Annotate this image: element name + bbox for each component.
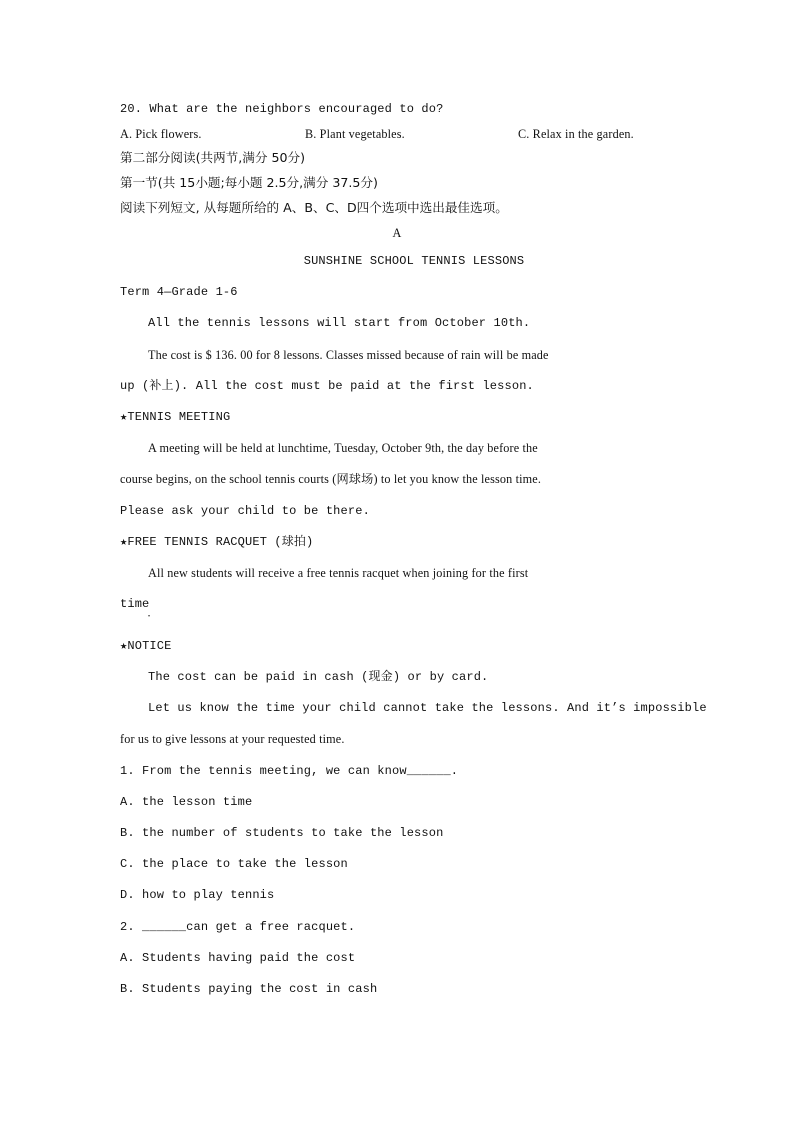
stray-dot: · — [147, 609, 152, 623]
tennis-meeting-line-2: course begins, on the school tennis courts (网球场) to let you know the lesson time. — [120, 472, 542, 486]
free-racquet-line-1: All new students will receive a free tennis racquet when joining for the first — [148, 566, 529, 580]
notice-line-3: for us to give lessons at your requested time. — [120, 732, 345, 746]
notice-line-1: The cost can be paid in cash (现金) or by card. — [148, 670, 489, 684]
question-2-stem: 2. ______can get a free racquet. — [120, 920, 356, 934]
tennis-meeting-line-3: Please ask your child to be there. — [120, 504, 370, 518]
passage-paragraph-2-line-2: up (补上). All the cost must be paid at the first lesson. — [120, 379, 534, 393]
instructions: 阅读下列短文, 从每题所给的 A、B、C、D四个选项中选出最佳选项。 — [120, 200, 508, 215]
free-racquet-line-2: time — [120, 597, 150, 611]
passage-term: Term 4—Grade 1-6 — [120, 285, 238, 299]
free-racquet-heading: ★FREE TENNIS RACQUET (球拍) — [120, 535, 314, 549]
question-1-option-c: C. the place to take the lesson — [120, 857, 348, 871]
section-heading: 第二部分阅读(共两节,满分 50分) — [120, 150, 305, 165]
question-20-stem: 20. What are the neighbors encouraged to do? — [120, 102, 444, 116]
tennis-meeting-line-1: A meeting will be held at lunchtime, Tuesday, October 9th, the day before the — [148, 441, 538, 455]
notice-heading: ★NOTICE — [120, 639, 172, 653]
question-1-option-a: A. the lesson time — [120, 795, 253, 809]
question-1-stem: 1. From the tennis meeting, we can know______. — [120, 764, 459, 778]
tennis-meeting-heading: ★TENNIS MEETING — [120, 410, 231, 424]
subsection-heading: 第一节(共 15小题;每小题 2.5分,满分 37.5分) — [120, 175, 378, 190]
question-20-option-a: A. Pick flowers. — [120, 127, 202, 141]
question-1-option-d: D. how to play tennis — [120, 888, 275, 902]
passage-paragraph-2-line-1: The cost is $ 136. 00 for 8 lessons. Classes missed because of rain will be made — [148, 348, 549, 362]
question-2-option-a: A. Students having paid the cost — [120, 951, 356, 965]
passage-paragraph-1: All the tennis lessons will start from October 10th. — [148, 316, 531, 330]
question-20-option-c: C. Relax in the garden. — [518, 127, 634, 141]
question-20-option-b: B. Plant vegetables. — [305, 127, 405, 141]
question-1-option-b: B. the number of students to take the lesson — [120, 826, 444, 840]
passage-letter: A — [392, 226, 402, 240]
notice-line-2: Let us know the time your child cannot take the lessons. And it’s impossible — [148, 701, 707, 715]
question-2-option-b: B. Students paying the cost in cash — [120, 982, 378, 996]
passage-title: SUNSHINE SCHOOL TENNIS LESSONS — [303, 254, 525, 268]
